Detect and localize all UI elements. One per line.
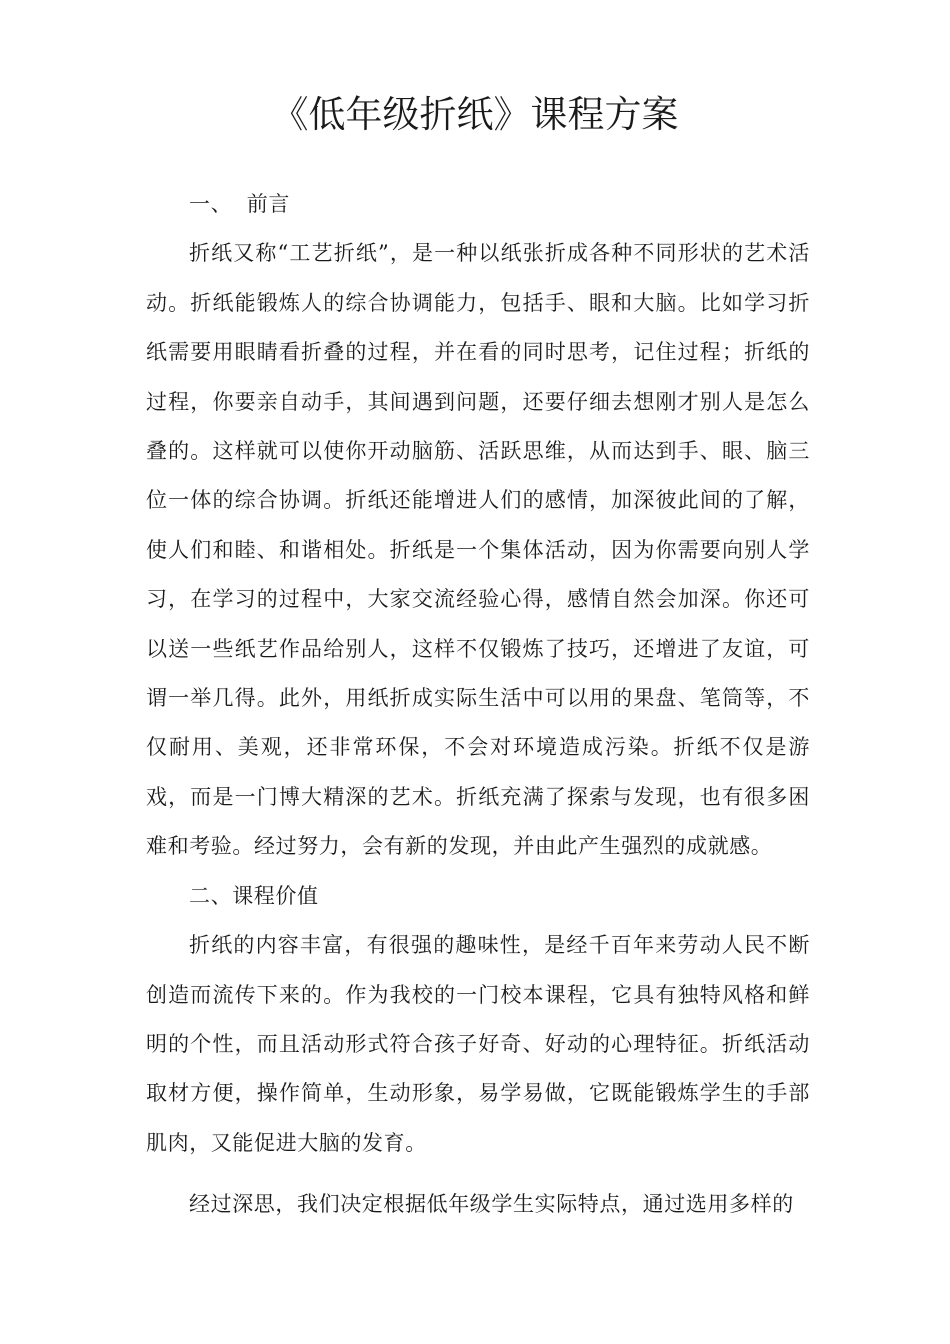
section-heading-course-value: 二、课程价值	[189, 883, 319, 908]
section-heading-preface: 一、 前言	[189, 192, 290, 216]
document-body	[146, 180, 810, 1230]
document-title: 《低年级折纸》课程方案	[271, 93, 679, 136]
paragraph-course-value: 折纸的内容丰富，有很强的趣味性，是经千百年来劳动人民不断创造而流传下来的。作为我校的一门校本课程，它具有独特风格和鲜明的个性，而且活动形式符合孩子好奇、好动的心理特征。折纸活动取材方便，操作简单，生动形象，易学易做，它既能锻炼学生的手部肌肉，又能促进大脑的发育。	[146, 933, 810, 1155]
paragraph-preface: 折纸又称“工艺折纸”，是一种以纸张折成各种不同形状的艺术活动。折纸能锻炼人的综合协调能力，包括手、眼和大脑。比如学习折纸需要用眼睛看折叠的过程，并在看的同时思考，记住过程；折纸的过程，你要亲自动手，其间遇到问题，还要仔细去想刚才别人是怎么叠的。这样就可以使你开动脑筋、活跃思维，从而达到手、眼、脑三位一体的综合协调。折纸还能增进人们的感情，加深彼此间的了解，使人们和睦、和谐相处。折纸是一个集体活动，因为你需要向别人学习，在学习的过程中，大家交流经验心得，感情自然会加深。你还可以送一些纸艺作品给别人，这样不仅锻炼了技巧，还增进了友谊，可谓一举几得。此外，用纸折成实际生活中可以用的果盘、笔筒等，不仅耐用、美观，还非常环保，不会对环境造成污染。折纸不仅是游戏，而是一门博大精深的艺术。折纸充满了探索与发现，也有很多困难和考验。经过努力，会有新的发现，并由此产生强烈的成就感。	[146, 241, 810, 859]
paragraph-course-plan: 经过深思，我们决定根据低年级学生实际特点，通过选用多样的	[189, 1192, 794, 1217]
